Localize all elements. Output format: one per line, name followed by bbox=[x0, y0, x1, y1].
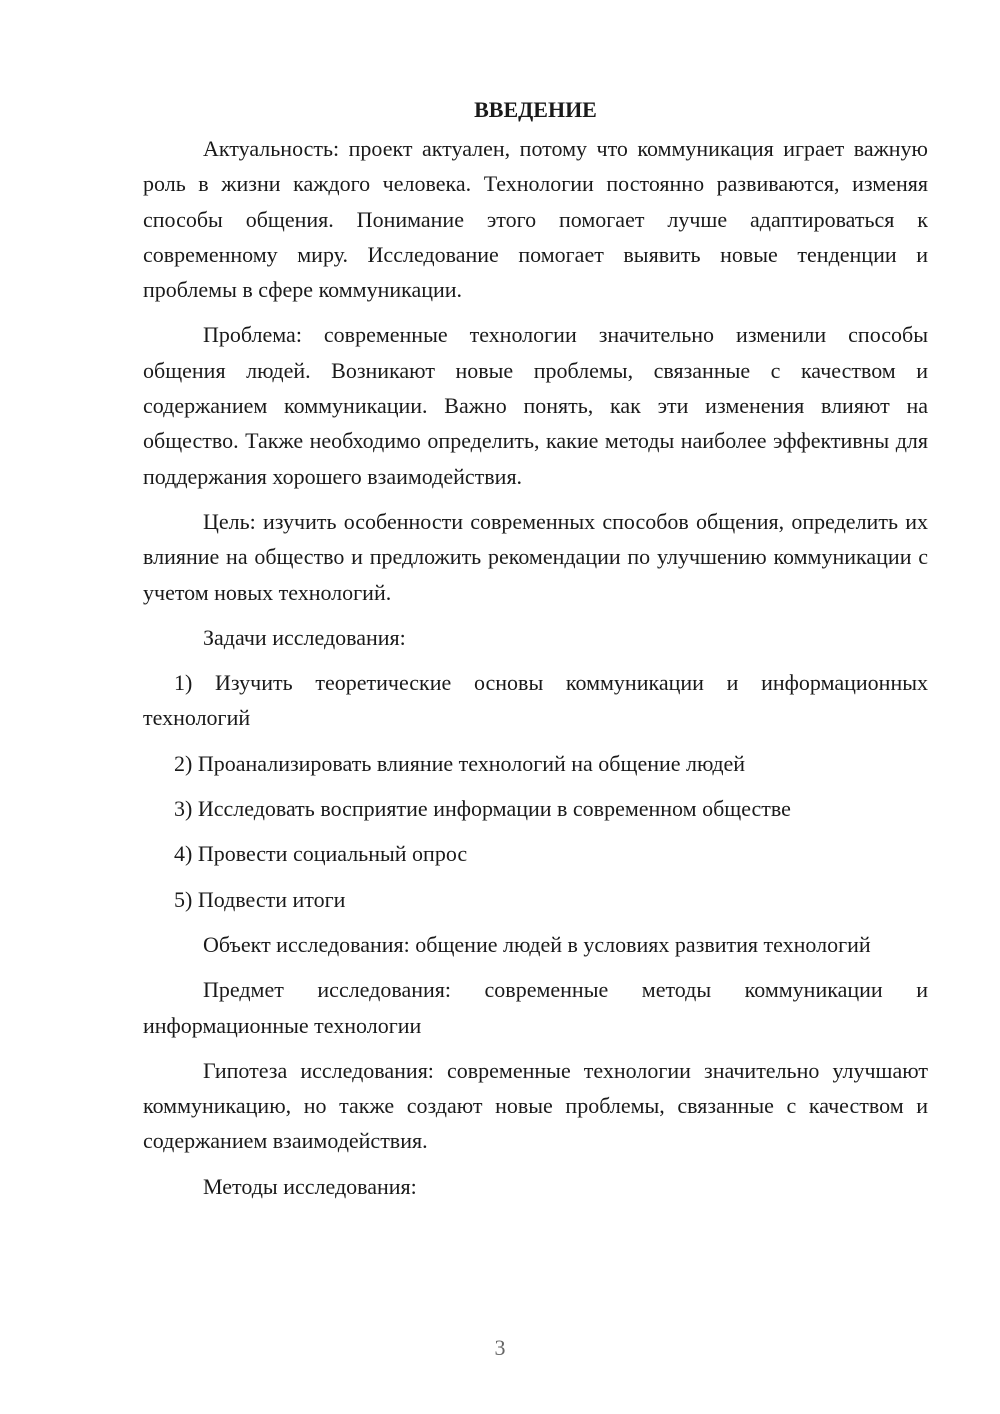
list-item: 3) Исследовать восприятие информации в современном обществе bbox=[174, 796, 791, 822]
list-item: 1) Изучить теоретические основы коммуникации и информационных технологий bbox=[143, 670, 928, 731]
section-title: ВВЕДЕНИЕ bbox=[474, 97, 597, 122]
methods-heading: Методы исследования: bbox=[203, 1173, 417, 1199]
paragraph-subject: Предмет исследования: современные методы коммуникации и информационные технологии bbox=[143, 977, 928, 1038]
paragraph-relevance: Актуальность: проект актуален, потому что коммуникация играет важную роль в жизни каждого человека. Технологии постоянно развиваются, изменяя способы общения. Понимание этого помогает лучше адаптироваться к современному миру. Исследование помогает выявить новые тенденции и проблемы в сфере коммуникации. bbox=[143, 136, 928, 303]
paragraph-object: Объект исследования: общение людей в условиях развития технологий bbox=[203, 931, 871, 957]
document-page bbox=[143, 92, 928, 1214]
paragraph-problem: Проблема: современные технологии значительно изменили способы общения людей. Возникают новые проблемы, связанные с качеством и содержанием коммуникации. Важно понять, как эти изменения влияют на общество. Также необходимо определить, какие методы наиболее эффективны для поддержания хорошего взаимодействия. bbox=[143, 322, 928, 489]
list-item: 4) Провести социальный опрос bbox=[174, 841, 468, 867]
list-item: 5) Подвести итоги bbox=[174, 886, 346, 912]
paragraph-goal: Цель: изучить особенности современных способов общения, определить их влияние на общество и предложить рекомендации по улучшению коммуникации с учетом новых технологий. bbox=[143, 508, 928, 605]
tasks-list bbox=[143, 665, 928, 917]
tasks-heading: Задачи исследования: bbox=[203, 624, 406, 650]
paragraph-hypothesis: Гипотеза исследования: современные технологии значительно улучшают коммуникацию, но также создают новые проблемы, связанные с качеством и содержанием взаимодействия. bbox=[143, 1057, 928, 1154]
list-item: 2) Проанализировать влияние технологий на общение людей bbox=[174, 750, 746, 776]
page-number: 3 bbox=[494, 1335, 506, 1360]
